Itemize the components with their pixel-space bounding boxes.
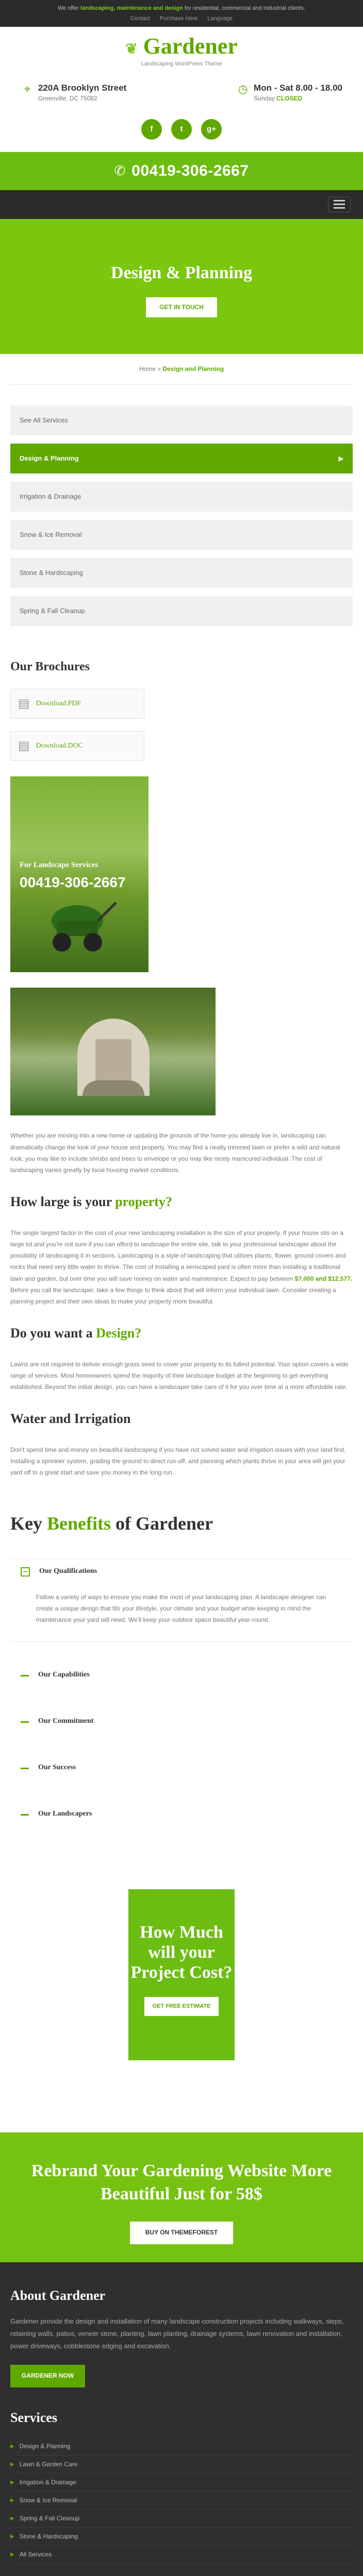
file-icon: ▤ bbox=[18, 739, 30, 753]
dash-icon bbox=[21, 1721, 29, 1723]
chevron-right-icon: ▶ bbox=[10, 2497, 14, 2503]
accordion-label: Our Qualifications bbox=[39, 1567, 97, 1575]
phone-bar bbox=[0, 152, 363, 190]
header-contacts bbox=[0, 72, 363, 107]
rebrand-banner bbox=[0, 2132, 363, 2262]
design-heading bbox=[10, 1323, 353, 1344]
promo-line1: For Landscape Services bbox=[20, 861, 98, 870]
breadcrumb bbox=[0, 354, 363, 384]
fertilizer-spreader-image bbox=[41, 900, 119, 957]
heading-highlight: property? bbox=[115, 1194, 172, 1210]
link-label: Lawn & Garden Care bbox=[19, 2460, 78, 2468]
link-label: Stone & Hardscaping bbox=[19, 2532, 78, 2540]
brand-name: Gardener bbox=[143, 33, 238, 59]
link-label: Irrigation & Drainage bbox=[19, 2478, 76, 2486]
service-link-spring[interactable]: Spring & Fall Cleanup bbox=[10, 596, 353, 626]
phone-number[interactable]: 00419-306-2667 bbox=[131, 162, 249, 179]
footer-service-link[interactable] bbox=[10, 2528, 353, 2546]
dash-icon bbox=[21, 1768, 29, 1769]
file-icon: ▤ bbox=[18, 697, 30, 711]
heading-highlight: Design? bbox=[96, 1326, 142, 1341]
accordion-item-commitment[interactable] bbox=[10, 1709, 353, 1735]
download-doc-button[interactable] bbox=[10, 731, 144, 761]
project-cost-title: How Much will your Project Cost? bbox=[130, 1922, 233, 1982]
facebook-icon[interactable]: f bbox=[141, 119, 162, 140]
footer-service-link[interactable] bbox=[10, 2437, 353, 2455]
landscape-services-banner[interactable] bbox=[10, 776, 148, 972]
header-hours bbox=[236, 82, 342, 104]
chevron-right-icon: ▶ bbox=[10, 2443, 14, 2449]
link-label: Snow & Ice Removal bbox=[19, 2496, 77, 2504]
water-heading: Water and Irrigation bbox=[10, 1411, 131, 1427]
chevron-right-icon: ▶ bbox=[10, 2479, 14, 2485]
site-logo[interactable] bbox=[0, 27, 363, 72]
footer-about-text: Gardener provide the design and installation of many landscape construction projects including walkways, steps, retaining walls, patios, veneer stone, planting, lawn planting, drainage systems, lawn renovation and installation, power driveways, cobblestone edging and excavation. bbox=[10, 2317, 344, 2350]
footer-service-link[interactable] bbox=[10, 2492, 353, 2510]
topbar-link-language[interactable]: Language bbox=[207, 15, 233, 22]
price-range: $7,000 and $12,577. bbox=[294, 1275, 353, 1282]
chevron-right-icon: ▶ bbox=[10, 2533, 14, 2539]
heading-text: of Gardener bbox=[115, 1513, 213, 1534]
topbar-link-contact[interactable]: Contact bbox=[130, 15, 150, 22]
chevron-right-icon: ▶ bbox=[10, 2515, 14, 2521]
accordion-label: Our Capabilities bbox=[38, 1671, 90, 1679]
header-address bbox=[21, 82, 126, 104]
service-link-stone[interactable]: Stone & Hardscaping bbox=[10, 558, 353, 588]
address-sub: Greenville, DC 75082 bbox=[38, 94, 97, 102]
heading-text: Key bbox=[10, 1513, 42, 1534]
hours-closed: CLOSED bbox=[276, 94, 303, 102]
link-label: Spring & Fall Cleanup bbox=[19, 2514, 80, 2522]
get-free-estimate-button[interactable]: GET FREE ESTIMATE bbox=[144, 1997, 219, 2016]
phone-icon: ✆ bbox=[114, 163, 126, 179]
brochures-section bbox=[0, 657, 363, 761]
buy-on-themeforest-button[interactable]: BUY ON THEMEFOREST bbox=[130, 2222, 233, 2244]
topbar-link-purchase[interactable]: Purchase Here bbox=[159, 15, 198, 22]
key-benefits-title bbox=[10, 1509, 353, 1539]
hours-main: Mon - Sat 8.00 - 18.00 bbox=[254, 82, 342, 93]
design-paragraph: Lawns are not required to deliver enough grass seed to cover your property to its fullest potential. Your option covers a wide range of services. Most homeowners spend the majority of their landscape budget at the beginning to get everything established. Beyond the initial design, you can have a landscaper take care of it for you over time at a more affordable rate. bbox=[10, 1360, 349, 1391]
paragraph-text: Before you call the landscaper, take a few things to think about that will inform your individual lawn. Consider creating a planning project and their own ideas to make your property more beautiful. bbox=[10, 1286, 336, 1305]
accordion-label: Our Commitment bbox=[38, 1717, 94, 1725]
accordion-label: Our Success bbox=[38, 1764, 76, 1772]
breadcrumb-current: Design and Planning bbox=[162, 365, 224, 372]
heading-highlight: Benefits bbox=[46, 1513, 111, 1534]
accordion-item-qualifications[interactable] bbox=[10, 1558, 353, 1584]
intro-paragraph: Whether you are moving into a new home or updating the grounds of the home you already live in, landscaping can dramatically change the look of your house and property. You may find a neatly trimmed lawn or prefer a wild and natural look; you may like to include shrubs and trees to envelope or you may like nicely manicured individual. The cost of landscaping varies greatly by local housing market conditions. bbox=[10, 1132, 340, 1174]
main-nav bbox=[0, 190, 363, 219]
services-menu bbox=[10, 405, 353, 626]
service-link-irrigation[interactable]: Irrigation & Drainage bbox=[10, 482, 353, 512]
map-pin-icon: ⌖ bbox=[24, 82, 31, 95]
hours-sunday: Sunday bbox=[254, 94, 275, 102]
download-pdf-button[interactable] bbox=[10, 689, 144, 719]
footer-services-list bbox=[10, 2437, 353, 2564]
heading-text: How large is your bbox=[10, 1194, 112, 1210]
accordion-body: Follow a variety of ways to ensure you make the most of your landscaping plan. A landscape designer can create a unique design that fits your lifestyle, your climate and your budget while keeping in mind the maintenance your yard will need. We'll keep your outdoor space beautiful year-round. bbox=[10, 1584, 353, 1642]
brand-tagline: Landscaping WordPress Theme bbox=[141, 61, 222, 67]
page-title: Design & Planning bbox=[111, 263, 252, 282]
footer-service-link[interactable] bbox=[10, 2510, 353, 2528]
garden-fountain-image bbox=[10, 988, 216, 1115]
link-label: Design & Planning bbox=[19, 2442, 71, 2450]
property-size-paragraph bbox=[10, 1227, 353, 1307]
service-link-all[interactable]: See All Services bbox=[10, 405, 353, 435]
footer-about-title: About Gardener bbox=[10, 2287, 106, 2303]
chevron-right-icon: ▶ bbox=[10, 2551, 14, 2557]
divider bbox=[10, 384, 353, 385]
top-bar bbox=[0, 0, 363, 27]
leaf-icon: ❦ bbox=[125, 41, 138, 57]
dash-icon bbox=[21, 1814, 29, 1816]
hamburger-menu-icon[interactable] bbox=[328, 197, 351, 212]
property-size-heading bbox=[10, 1191, 353, 1213]
accordion-label: Our Landscapers bbox=[38, 1810, 92, 1818]
link-label: All Services bbox=[19, 2550, 52, 2558]
minus-icon: − bbox=[21, 1567, 30, 1577]
topbar-highlight: landscaping, maintenance and design bbox=[80, 5, 183, 11]
social-links bbox=[0, 107, 363, 152]
gardener-now-button[interactable]: GARDENER NOW bbox=[10, 2365, 85, 2387]
service-link-snow[interactable]: Snow & Ice Removal bbox=[10, 520, 353, 550]
brochures-title: Our Brochures bbox=[10, 660, 90, 674]
breadcrumb-home[interactable]: Home bbox=[139, 365, 156, 372]
chevron-right-icon: ▶ bbox=[10, 2461, 14, 2467]
footer-services-title: Services bbox=[10, 2410, 57, 2425]
rebrand-title: Rebrand Your Gardening Website More Beautiful Just for 58$ bbox=[31, 2161, 332, 2204]
benefits-accordion bbox=[10, 1558, 353, 1827]
heading-text: Do you want a bbox=[10, 1326, 93, 1341]
footer-service-link[interactable] bbox=[10, 2546, 353, 2564]
accordion-item-landscapers[interactable] bbox=[10, 1802, 353, 1827]
promo-phone: 00419-306-2667 bbox=[20, 874, 126, 891]
breadcrumb-separator: » bbox=[157, 365, 161, 372]
footer bbox=[0, 2262, 363, 2576]
address-main: 220A Brooklyn Street bbox=[38, 82, 127, 93]
water-paragraph: Don't spend time and money on beautiful landscaping if you have not solved water and irrigation issues with your land first. Installing a sprinkler system, grading the ground to direct run-off, and planning which plants thrive in your area will get your yard off to a great start and save you money in the long run. bbox=[10, 1446, 346, 1477]
get-in-touch-button[interactable]: GET IN TOUCH bbox=[146, 297, 217, 317]
accordion-item-success[interactable] bbox=[10, 1755, 353, 1781]
twitter-icon[interactable]: t bbox=[171, 119, 192, 140]
topbar-links bbox=[10, 14, 353, 23]
clock-icon: ◷ bbox=[238, 82, 248, 95]
download-doc-label: Download.DOC bbox=[36, 742, 84, 750]
paragraph-text: The single largest factor in the cost of your new landscaping installation is the size of your property. If your house sits on a large lot and you're not sure if you can afford to landscape the entire site, talk to your professional landscaper about the possibility of landscaping it in sections. Landscaping is a style of landscaping that utilizes plants, flower, ground covers and rocks that need very little water to thrive. The cost of installing a xeriscaped yard is often more than installing a traditional lawn and garden, but over time you will save money on water and maintenance. Expect to pay between bbox=[10, 1229, 346, 1282]
page-hero bbox=[0, 219, 363, 354]
download-pdf-label: Download.PDF bbox=[36, 700, 81, 708]
topbar-text: We offer bbox=[57, 5, 79, 11]
google-plus-icon[interactable]: g+ bbox=[201, 119, 222, 140]
topbar-text-after: for residential, commercial and industrial clients. bbox=[184, 5, 306, 11]
service-link-design[interactable]: Design & Planning ▶ bbox=[10, 444, 353, 473]
footer-service-link[interactable] bbox=[10, 2473, 353, 2492]
accordion-item-capabilities[interactable] bbox=[10, 1663, 353, 1688]
project-cost-box bbox=[128, 1889, 235, 2060]
footer-service-link[interactable] bbox=[10, 2455, 353, 2473]
dash-icon bbox=[21, 1675, 29, 1676]
